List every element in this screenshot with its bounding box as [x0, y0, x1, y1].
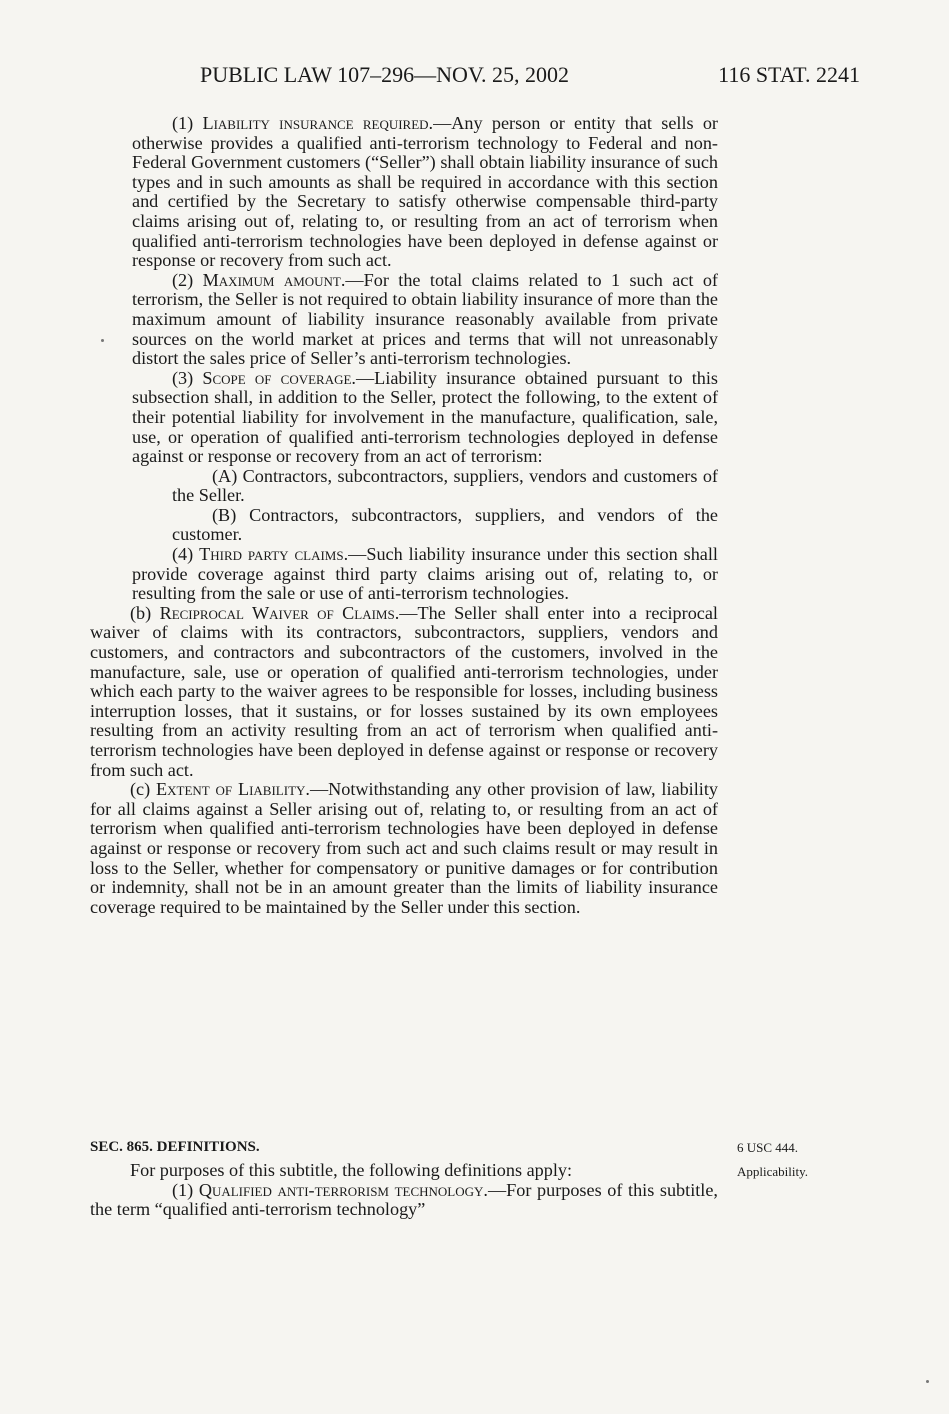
subparagraph-a3A: (A) Contractors, subcontractors, suppliers, vendors and customers of the Seller.	[172, 465, 718, 506]
paragraph-a3	[90, 369, 718, 467]
subsection-b	[90, 604, 718, 780]
subparagraph-a3B: (B) Contractors, subcontractors, suppliers, and vendors of the customer.	[172, 504, 718, 545]
definition-text: —For purposes of this subtitle, the term “qualified anti-terrorism technology”	[90, 1179, 718, 1220]
scan-speck	[926, 1380, 929, 1383]
paragraph-heading: Third party claims.	[199, 544, 349, 565]
header-title: PUBLIC LAW 107–296—NOV. 25, 2002	[200, 62, 569, 87]
running-header	[200, 62, 860, 92]
paragraph-heading: Scope of coverage.	[202, 367, 356, 388]
statute-body	[90, 114, 718, 917]
header-stat-page: 116 STAT. 2241	[718, 62, 860, 87]
paragraph-number: (2)	[172, 269, 203, 290]
subsection-heading: Extent of Liability.	[156, 779, 310, 800]
margin-note-usc: 6 USC 444.	[737, 1140, 799, 1155]
section-heading: SEC. 865. DEFINITIONS.	[90, 1139, 260, 1155]
definition-heading: Qualified anti-terrorism technology.	[198, 1179, 488, 1200]
paragraph-number: (1)	[172, 113, 203, 133]
subsection-number: (c)	[130, 779, 157, 800]
definitions-intro: For purposes of this subtitle, the following definitions apply:	[130, 1160, 573, 1180]
paragraph-a2	[90, 271, 718, 369]
paragraph-text: —Any person or entity that sells or otherwise provides a qualified anti-terrorism technology to Federal and non-Federal Government customers (“Seller”) shall obtain liability insurance of such types and in such amounts as shall be required in accordance with this section and certified by the Secretary to satisfy otherwise compensable third-party claims arising out of, relating to, or resulting from an act of terrorism when qualified anti-terrorism technologies have been deployed in defense against or response or recovery from such act.	[132, 113, 718, 271]
paragraph-a4	[90, 545, 718, 604]
paragraph-text: —For the total claims related to 1 such act of terrorism, the Seller is not required to obtain liability insurance of more than the maximum amount of liability insurance reasonably available from private sources on the world market at prices and terms that will not unreasonably distort the sales price of Seller’s anti-terrorism technologies.	[132, 269, 718, 369]
paragraph-number: (4)	[172, 544, 200, 565]
paragraph-text: —Such liability insurance under this section shall provide coverage against third party claims arising out of, relating to, or resulting from the sale or use of anti-terrorism technologies.	[132, 544, 718, 604]
subsection-heading: Reciprocal Waiver of Claims.	[159, 602, 400, 623]
paragraph-text: —Liability insurance obtained pursuant to this subsection shall, in addition to the Seller, protect the following, to the extent of their potential liability for involvement in the manufacture, qualification, sale, use, or operation of qualified anti-terrorism technologies deployed in defense against or response or recovery from an act of terrorism:	[132, 367, 718, 467]
subsection-c	[90, 780, 718, 917]
paragraph-a1	[90, 114, 718, 271]
subsection-number: (b)	[130, 602, 160, 623]
subsection-text: —The Seller shall enter into a reciprocal waiver of claims with its contractors, subcontractors, suppliers, vendors and customers, and contractors and subcontractors of the customers, involved in the manufacture, sale, use or operation of qualified anti-terrorism technologies, under which each party to the waiver agrees to be responsible for losses, including business interruption losses, that it sustains, or for losses sustained by its own employees resulting from an activity resulting from an act of terrorism when qualified anti-terrorism technologies have been deployed in defense against or response or recovery from such act.	[90, 602, 718, 780]
margin-note-applicability: Applicability.	[737, 1164, 809, 1179]
definitions-body	[90, 1161, 718, 1220]
subsection-text: —Notwithstanding any other provision of law, liability for all claims against a Seller arising out of, relating to, or resulting from an act of terrorism when qualified anti-terrorism technologies have been deployed in defense against or response or recovery from such act and such claims result or may result in loss to the Seller, whether for compensatory or punitive damages or for contribution or indemnity, shall not be in an amount greater than the limits of liability insurance coverage required to be maintained by the Seller under this section.	[90, 779, 718, 917]
definition-1	[90, 1181, 718, 1220]
definition-number: (1)	[172, 1179, 199, 1200]
scan-speck	[101, 339, 104, 342]
paragraph-number: (3)	[172, 367, 203, 388]
paragraph-heading: Liability insurance required.	[202, 113, 434, 133]
paragraph-heading: Maximum amount.	[202, 269, 346, 290]
